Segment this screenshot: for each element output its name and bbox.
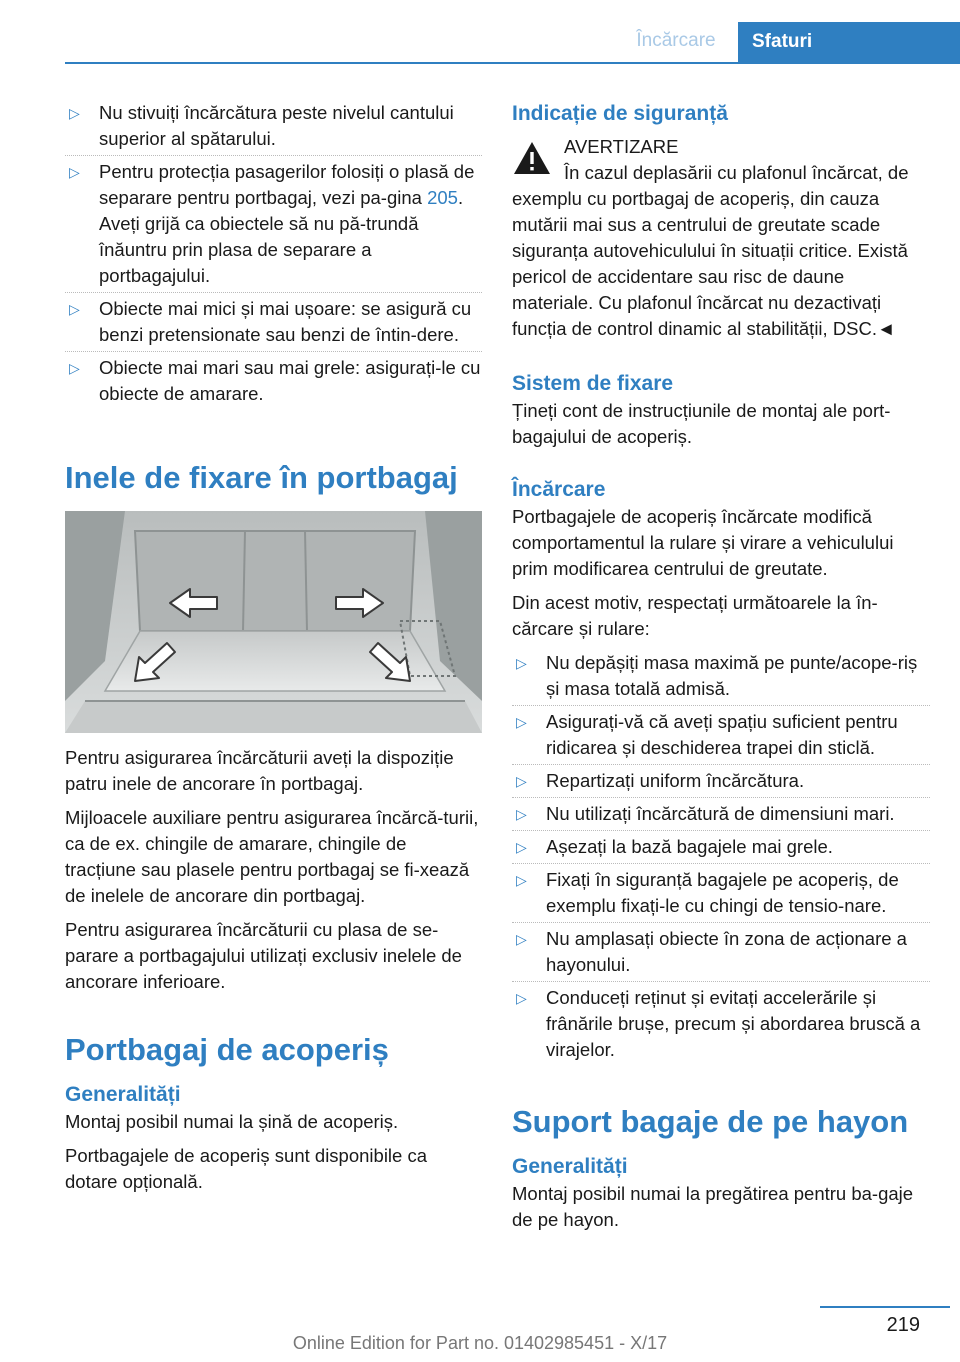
section-heading-rings: Inele de fixare în portbagaj [65, 460, 458, 495]
list-item: ▷ Conduceți reținut și evitați accelerările și frânările brușe, precum și abordarea bruscă a virajelor. [516, 987, 921, 1060]
subheading-loading: Încărcare [512, 478, 606, 501]
list-item: ▷ Nu amplasați obiecte în zona de acționare a hayonului. [512, 926, 930, 978]
triangle-bullet-icon: ▷ [516, 990, 527, 1006]
footer-edition: Online Edition for Part no. 01402985451 - X/17 [292, 1333, 668, 1353]
triangle-bullet-icon: ▷ [69, 360, 80, 376]
triangle-bullet-icon: ▷ [69, 105, 80, 121]
triangle-bullet-icon: ▷ [516, 872, 527, 888]
section-heading-tailgate-carrier: Suport bagaje de pe hayon [512, 1104, 909, 1139]
paragraph: Portbagajele de acoperiș sunt disponibile ca dotare opțională. [65, 1145, 428, 1192]
paragraph: Mijloacele auxiliare pentru asigurarea încărcă-turii, ca de ex. chingile de amarare, chingile de tracțiune sau plasele pentru portbagaj se fi-xează de inelele de ancorare din portbagaj. [65, 807, 479, 906]
page-link[interactable]: 205 [427, 187, 458, 208]
subheading-safety: Indicație de siguranță [512, 102, 728, 125]
warning-title: AVERTIZARE [564, 136, 679, 157]
subheading-fixing-system: Sistem de fixare [512, 372, 674, 395]
warning-triangle-icon [512, 140, 552, 176]
triangle-bullet-icon: ▷ [516, 806, 527, 822]
triangle-bullet-icon: ▷ [516, 839, 527, 855]
list-item: ▷ Pentru protecția pasagerilor folosiți o plasă de separare pentru portbagaj, vezi pa-gina 205. Aveți grijă ca obiectele să nu pă-trundă înăuntru prin plasa de separare a portbagajului. [65, 159, 482, 289]
paragraph: Pentru asigurarea încărcăturii aveți la dispoziție patru inele de ancorare în portbagaj. [65, 747, 454, 794]
subheading-general: Generalități [65, 1083, 181, 1106]
trunk-illustration [65, 511, 482, 733]
paragraph: Din acest motiv, respectați următoarele la în-cărcare și rulare: [512, 592, 878, 639]
footer-rule [820, 1306, 950, 1308]
warning-box [512, 134, 930, 342]
roof-load-bullet-list [512, 650, 930, 1063]
list-item: ▷ Așezați la bază bagajele mai grele. [512, 834, 930, 860]
header-section-title: Încărcare [636, 30, 716, 51]
list-item: ▷ Obiecte mai mari sau mai grele: asigurați-le cu obiecte de amarare. [69, 357, 481, 404]
subheading-general: Generalități [512, 1155, 628, 1178]
list-item: ▷ Asigurați-vă că aveți spațiu suficient pentru ridicarea și deschiderea trapei din sticlă. [512, 709, 930, 761]
header-rule [65, 62, 960, 64]
list-item: ▷ Nu stivuiți încărcătura peste nivelul cantului superior al spătarului. [65, 100, 482, 152]
section-heading-roof-rack: Portbagaj de acoperiș [65, 1032, 389, 1067]
paragraph: Montaj posibil numai la șină de acoperiș. [65, 1111, 399, 1132]
right-column [512, 100, 930, 1233]
load-bullet-list [65, 100, 482, 407]
triangle-bullet-icon: ▷ [69, 301, 80, 317]
list-item: ▷ Nu utilizați încărcătură de dimensiuni mari. [512, 801, 930, 827]
triangle-bullet-icon: ▷ [69, 164, 80, 180]
list-item: ▷ Repartizați uniform încărcătura. [512, 768, 930, 794]
list-item: ▷ Nu depășiți masa maximă pe punte/acope-riș și masa totală admisă. [512, 650, 930, 702]
trunk-photo [65, 511, 482, 733]
left-column [65, 100, 482, 1195]
page-number: 219 [886, 1314, 920, 1336]
list-item: ▷ Fixați în siguranță bagajele pe acoperiș, de exemplu fixați-le cu chingi de tensio-nare. [512, 867, 930, 919]
paragraph: Montaj posibil numai la pregătirea pentru ba-gaje de pe hayon. [512, 1183, 914, 1230]
paragraph: Pentru asigurarea încărcăturii cu plasa de se-parare a portbagajului utilizați exclusiv inelele de ancorare inferioare. [65, 919, 462, 992]
header-chapter-tab: Sfaturi [738, 22, 960, 62]
triangle-bullet-icon: ▷ [516, 655, 527, 671]
paragraph: Portbagajele de acoperiș încărcate modifică comportamentul la rulare și virare a vehiculului prim modificarea centrului de greutate. [512, 506, 894, 579]
triangle-bullet-icon: ▷ [516, 773, 527, 789]
warning-text: În cazul deplasării cu plafonul încărcat, de exemplu cu portbagaj de acoperiș, din cauza mutării mai sus a centrului de greutate scade siguranța autovehiculului în situații critice. Există pericol de accidentare sau risc de daune materiale. Cu plafonul încărcat nu dezactivați funcția de control dinamic al stabilității, DSC.◄ [512, 162, 909, 339]
list-item: ▷ Obiecte mai mici și mai ușoare: se asigură cu benzi pretensionate sau benzi de întin-dere. [65, 296, 482, 348]
triangle-bullet-icon: ▷ [516, 714, 527, 730]
triangle-bullet-icon: ▷ [516, 931, 527, 947]
paragraph: Țineți cont de instrucțiunile de montaj ale port-bagajului de acoperiș. [512, 400, 891, 447]
